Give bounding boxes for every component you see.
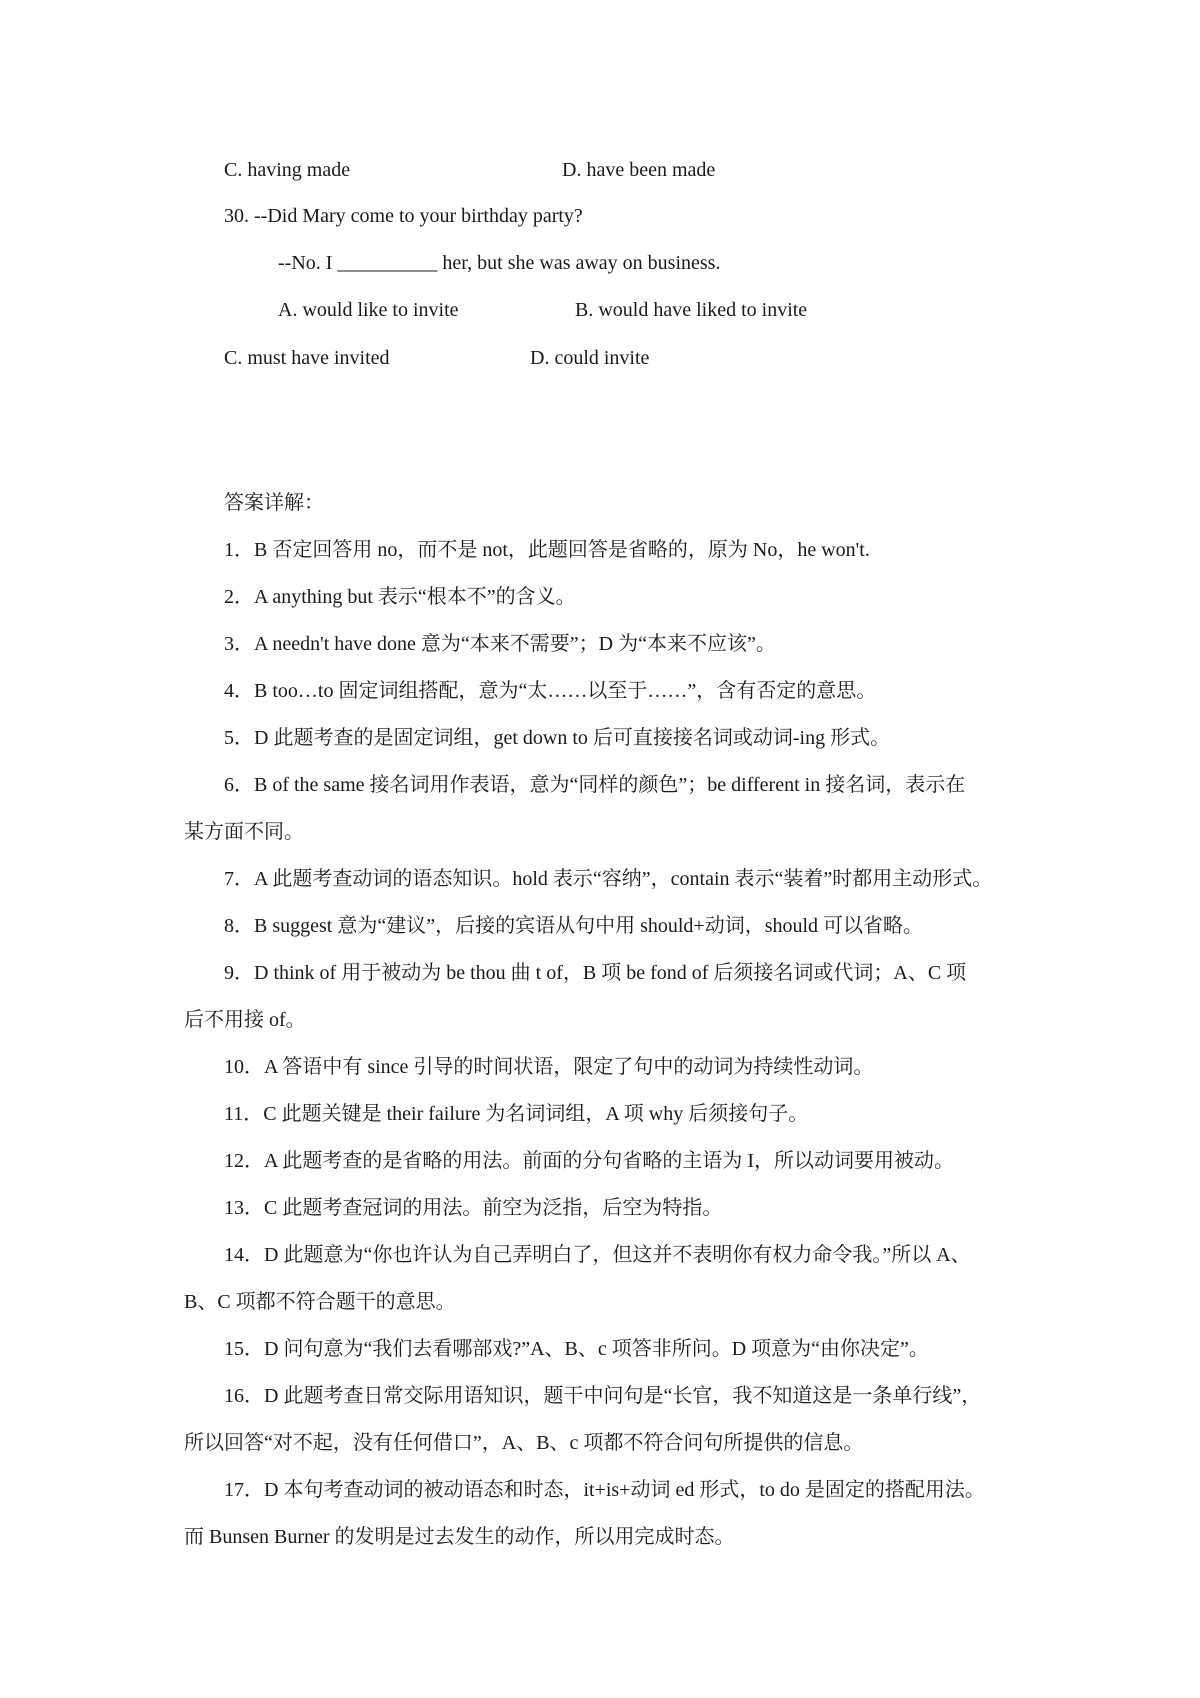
answer-line-continuation: 而 Bunsen Burner 的发明是过去发生的动作，所以用完成时态。 [184, 1526, 735, 1548]
answers-heading: 答案详解： [224, 492, 324, 514]
answer-line: 10．A 答语中有 since 引导的时间状语，限定了句中的动词为持续性动词。 [224, 1056, 874, 1078]
answer-line-continuation: 后不用接 of。 [184, 1009, 306, 1031]
answer-line: 11．C 此题关键是 their failure 为名词词组，A 项 why 后须接句子。 [224, 1103, 809, 1125]
q29-option-d: D. have been made [562, 159, 716, 181]
answer-line: 7．A 此题考查动词的语态知识。hold 表示“容纳”，contain 表示“装着”时都用主动形式。 [224, 868, 993, 890]
answer-line-continuation: 某方面不同。 [184, 821, 304, 843]
answer-line: 17．D 本句考查动词的被动语态和时态，it+is+动词 ed 形式，to do 是固定的搭配用法。 [224, 1479, 985, 1501]
answer-line: 15．D 问句意为“我们去看哪部戏?”A、B、c 项答非所问。D 项意为“由你决定”。 [224, 1338, 929, 1360]
q30-option-a: A. would like to invite [278, 299, 459, 321]
answer-line: 14．D 此题意为“你也许认为自己弄明白了，但这并不表明你有权力命令我。”所以 A、 [224, 1244, 971, 1266]
answer-line: 8．B suggest 意为“建议”，后接的宾语从句中用 should+动词，should 可以省略。 [224, 915, 924, 937]
answer-line-continuation: B、C 项都不符合题干的意思。 [184, 1291, 456, 1313]
answer-line: 6．B of the same 接名词用作表语，意为“同样的颜色”；be different in 接名词，表示在 [224, 774, 966, 796]
answer-line: 1．B 否定回答用 no，而不是 not，此题回答是省略的，原为 No，he won't. [224, 539, 870, 561]
answer-line: 4．B too…to 固定词组搭配，意为“太……以至于……”，含有否定的意思。 [224, 680, 877, 702]
answer-line: 13．C 此题考查冠词的用法。前空为泛指，后空为特指。 [224, 1197, 723, 1219]
answer-line: 12．A 此题考查的是省略的用法。前面的分句省略的主语为 I，所以动词要用被动。 [224, 1150, 954, 1172]
q30-option-b: B. would have liked to invite [575, 299, 808, 321]
answer-line: 9．D think of 用于被动为 be thou 曲 t of，B 项 be fond of 后须接名词或代词；A、C 项 [224, 962, 967, 984]
q30-stem: 30. --Did Mary come to your birthday party? [224, 205, 583, 227]
q29-option-c: C. having made [224, 159, 351, 181]
answer-line: 16．D 此题考查日常交际用语知识，题干中问句是“长官，我不知道这是一条单行线”， [224, 1385, 982, 1407]
answer-line-continuation: 所以回答“对不起，没有任何借口”，A、B、c 项都不符合问句所提供的信息。 [184, 1432, 864, 1454]
q30-option-d: D. could invite [530, 347, 650, 369]
q30-option-c: C. must have invited [224, 347, 390, 369]
answer-line: 2．A anything but 表示“根本不”的含义。 [224, 586, 576, 608]
answer-line: 3．A needn't have done 意为“本来不需要”；D 为“本来不应该”。 [224, 633, 776, 655]
answer-line: 5．D 此题考查的是固定词组，get down to 后可直接接名词或动词-ing 形式。 [224, 727, 891, 749]
q30-reply: --No. I __________ her, but she was away on business. [278, 252, 721, 274]
